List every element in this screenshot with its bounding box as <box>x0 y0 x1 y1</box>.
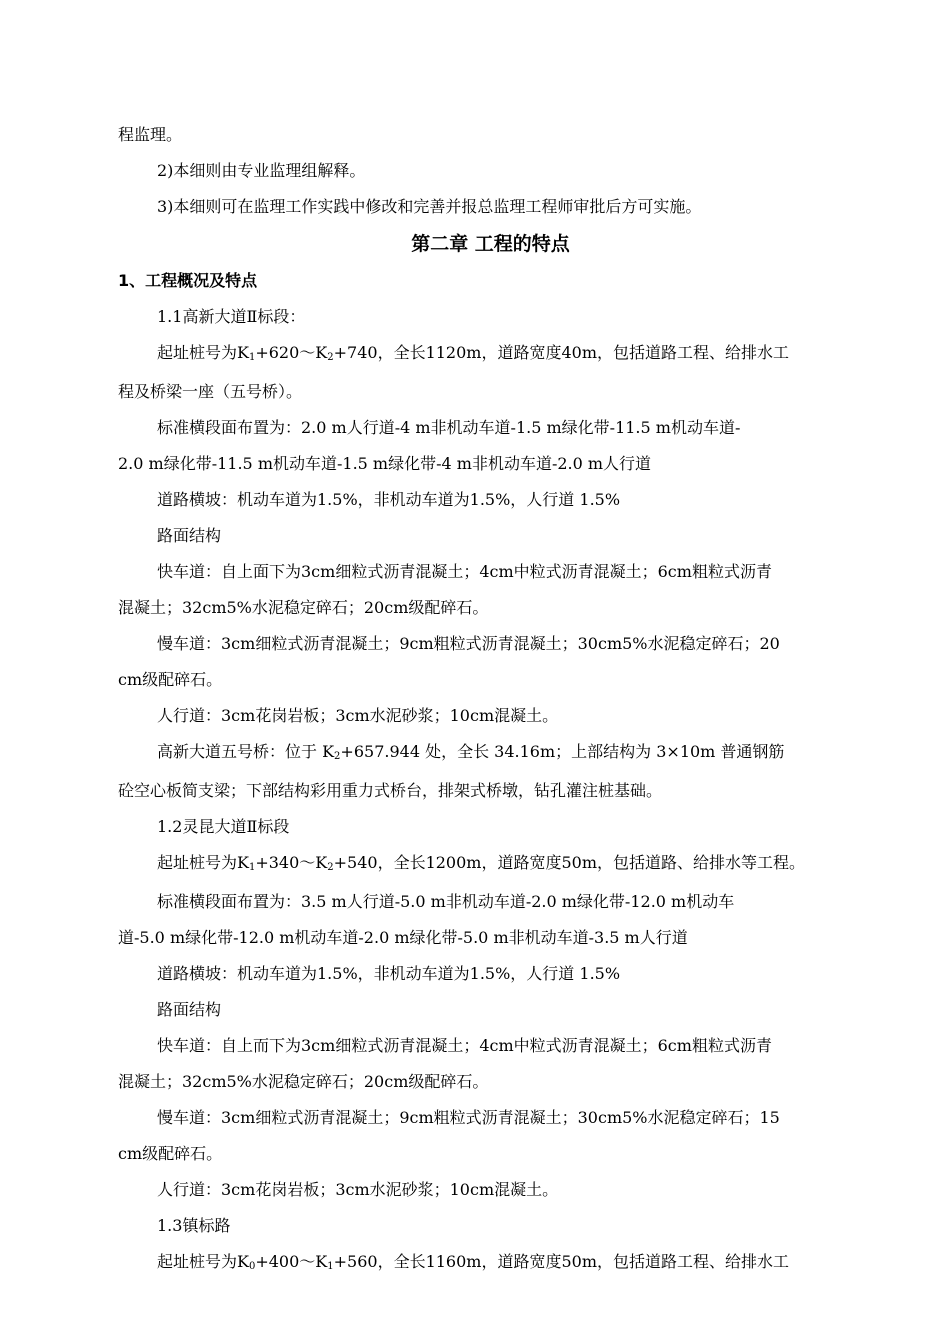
paragraph-line: 慢车道：3cm细粒式沥青混凝土；9cm粗粒式沥青混凝土；30cm5%水泥稳定碎石；15 <box>157 1108 780 1127</box>
document-body <box>118 117 863 1283</box>
rule-item-2: 2)本细则由专业监理组解释。 <box>157 161 366 180</box>
rule-item-3: 3)本细则可在监理工作实践中修改和完善并报总监理工程师审批后方可实施。 <box>157 197 702 216</box>
paragraph-line: 混凝土；32cm5%水泥稳定碎石；20cm级配碎石。 <box>118 598 489 617</box>
paragraph-line: 慢车道：3cm细粒式沥青混凝土；9cm粗粒式沥青混凝土；30cm5%水泥稳定碎石；20 <box>157 634 780 653</box>
paragraph-continuation: 程监理。 <box>118 125 183 144</box>
paragraph-line: 起址桩号为K1+620～K2+740，全长1120m，道路宽度40m，包括道路工程、给排水工 <box>157 343 789 363</box>
paragraph-line: 高新大道五号桥：位于 K2+657.944 处，全长 34.16m；上部结构为 3×10m 普通钢筋 <box>157 742 785 762</box>
paragraph-line: 道路横坡：机动车道为1.5%，非机动车道为1.5%，人行道 1.5% <box>157 964 621 983</box>
paragraph-line: 混凝土；32cm5%水泥稳定碎石；20cm级配碎石。 <box>118 1072 489 1091</box>
paragraph-line: 砼空心板简支梁；下部结构彩用重力式桥台，排架式桥墩，钻孔灌注桩基础。 <box>118 781 663 800</box>
paragraph-line: 路面结构 <box>157 1000 222 1019</box>
paragraph-line: cm级配碎石。 <box>118 670 223 689</box>
subsection-heading-1-2: 1.2灵昆大道Ⅱ标段 <box>157 817 290 836</box>
paragraph-line: 道路横坡：机动车道为1.5%，非机动车道为1.5%，人行道 1.5% <box>157 490 621 509</box>
paragraph-line: 人行道：3cm花岗岩板；3cm水泥砂浆；10cm混凝土。 <box>157 1180 559 1199</box>
section-heading: 1、工程概况及特点 <box>118 271 258 290</box>
paragraph-line: 起址桩号为K1+340～K2+540，全长1200m，道路宽度50m，包括道路、给排水等工程。 <box>157 853 805 873</box>
paragraph-line: 起址桩号为K0+400～K1+560，全长1160m，道路宽度50m，包括道路工程、给排水工 <box>157 1252 789 1272</box>
paragraph-line: cm级配碎石。 <box>118 1144 223 1163</box>
paragraph-line: 道-5.0 m绿化带-12.0 m机动车道-2.0 m绿化带-5.0 m非机动车道-3.5 m人行道 <box>118 928 688 947</box>
paragraph-line: 路面结构 <box>157 526 222 545</box>
paragraph-line: 2.0 m绿化带-11.5 m机动车道-1.5 m绿化带-4 m非机动车道-2.0 m人行道 <box>118 454 652 473</box>
paragraph-line: 快车道：自上而下为3cm细粒式沥青混凝土；4cm中粒式沥青混凝土；6cm粗粒式沥青 <box>157 1036 772 1055</box>
paragraph-line: 标准横段面布置为：2.0 m人行道-4 m非机动车道-1.5 m绿化带-11.5 m机动车道- <box>157 418 741 437</box>
subsection-heading-1-3: 1.3镇标路 <box>157 1216 231 1235</box>
chapter-title: 第二章 工程的特点 <box>411 233 570 255</box>
paragraph-line: 快车道：自上面下为3cm细粒式沥青混凝土；4cm中粒式沥青混凝土；6cm粗粒式沥青 <box>157 562 772 581</box>
paragraph-line: 人行道：3cm花岗岩板；3cm水泥砂浆；10cm混凝土。 <box>157 706 559 725</box>
paragraph-line: 标准横段面布置为：3.5 m人行道-5.0 m非机动车道-2.0 m绿化带-12.0 m机动车 <box>157 892 735 911</box>
subsection-heading-1-1: 1.1高新大道Ⅱ标段： <box>157 307 306 326</box>
paragraph-line: 程及桥梁一座（五号桥）。 <box>118 382 303 401</box>
